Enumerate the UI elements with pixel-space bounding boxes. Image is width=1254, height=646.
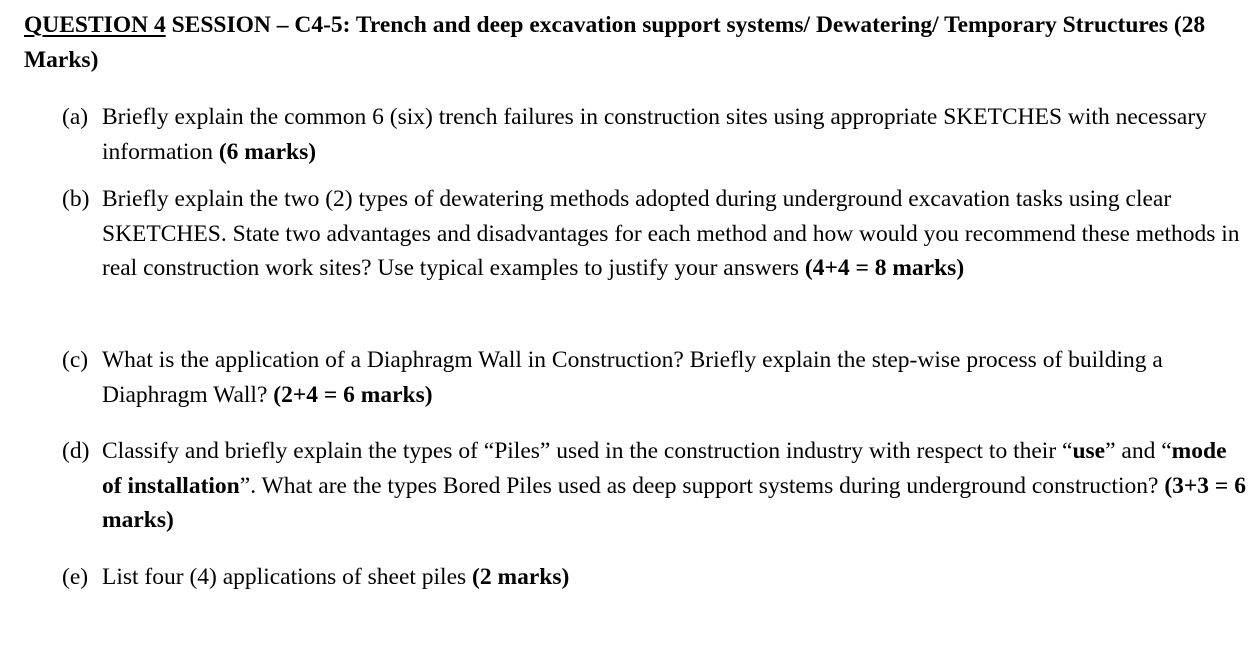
- question-number: QUESTION 4: [24, 12, 166, 38]
- part-text: Briefly explain the two (2) types of dewatering methods adopted during underground excavation tasks using clear SKETCHES. State two advantages and disadvantages for each method and how would you recommend these methods in real construction work sites? Use typical examples to justify your answers: [102, 186, 1240, 281]
- question-part-c: [62, 343, 1247, 412]
- part-marks: (3+3 = 6 marks): [102, 472, 1246, 533]
- use-term: use: [1072, 438, 1106, 464]
- part-label: (b): [62, 186, 90, 212]
- question-part-d: [62, 434, 1247, 538]
- part-label: (a): [62, 104, 89, 130]
- part-marks: (2+4 = 6 marks): [273, 381, 433, 408]
- question-part-e: [62, 560, 1247, 595]
- question-part-b: [62, 182, 1247, 286]
- part-text: Briefly explain the common 6 (six) trench failures in construction sites using appropriate SKETCHES with necessary information: [102, 104, 1207, 165]
- part-label: (e): [62, 564, 89, 590]
- question-header: [24, 8, 1224, 78]
- part-marks: (2 marks): [472, 564, 570, 590]
- question-part-a: [62, 100, 1247, 169]
- part-label: (c): [62, 347, 89, 373]
- part-marks: (4+4 = 8 marks): [804, 255, 965, 281]
- part-text: ” and “: [1105, 438, 1172, 464]
- part-text: ”. What are the types Bored Piles used as deep support systems during underground construction?: [239, 472, 1165, 499]
- part-marks: (6 marks): [218, 138, 317, 165]
- part-text: What is the application of a Diaphragm Wall in Construction? Briefly explain the step-wise process of building a Diaphragm Wall?: [102, 347, 1163, 408]
- mode-of-installation-term: mode of installation: [102, 438, 1227, 499]
- part-label: (d): [62, 438, 90, 464]
- part-text: Classify and briefly explain the types of “Piles” used in the construction industry with respect to their “: [102, 438, 1073, 464]
- part-text: List four (4) applications of sheet piles: [102, 564, 473, 590]
- session-title: SESSION – C4-5: Trench and deep excavation support systems/ Dewatering/ Temporary Structures (28 Marks): [24, 12, 1206, 73]
